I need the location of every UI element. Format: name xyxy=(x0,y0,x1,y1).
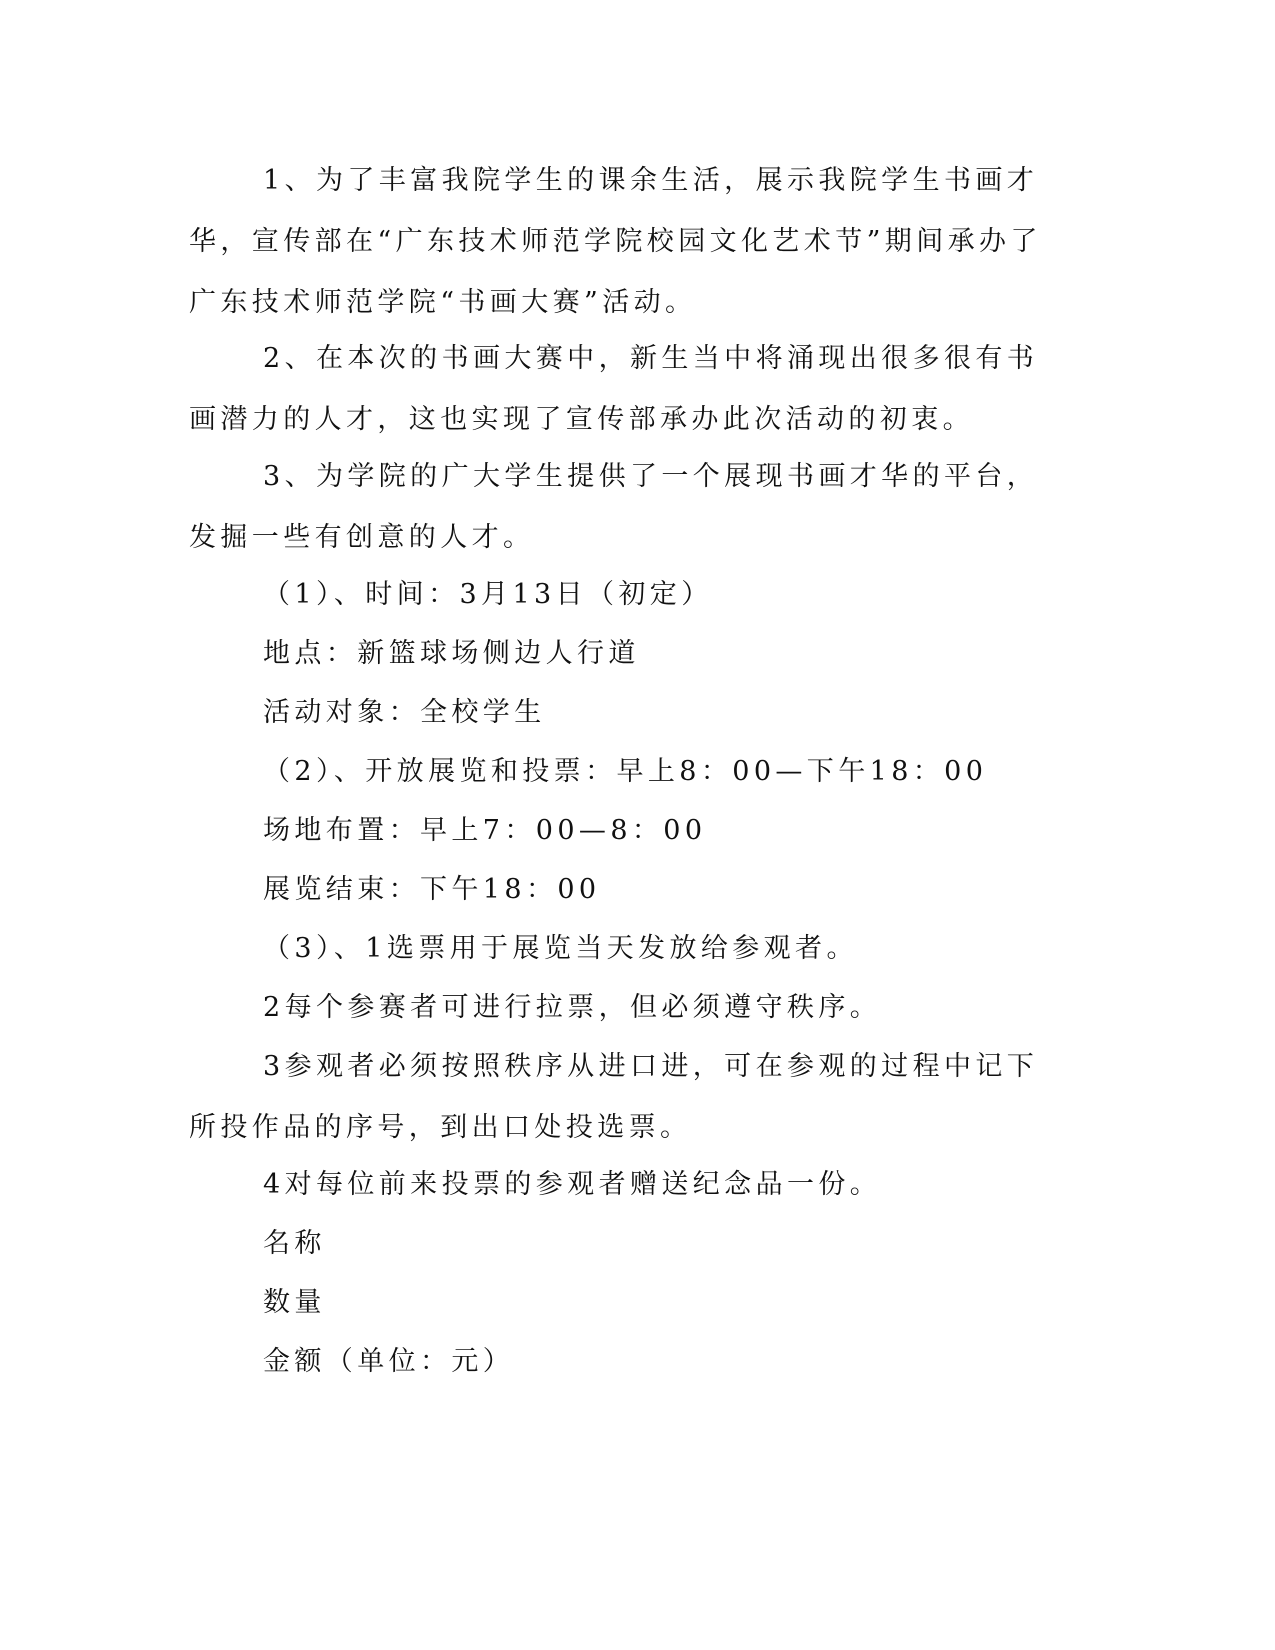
schedule-location: 地点：新篮球场侧边人行道 xyxy=(263,638,640,669)
budget-label-quantity: 数量 xyxy=(263,1287,326,1318)
paragraph-purpose-3: 3、为学院的广大学生提供了一个展现书画才华的平台，发掘一些有创意的人才。 xyxy=(189,461,1039,553)
paragraph-purpose-2: 2、在本次的书画大赛中，新生当中将涌现出很多很有书画潜力的人才，这也实现了宣传部承办此次活动的初衷。 xyxy=(189,343,1039,435)
schedule-time: （1）、时间：3月13日（初定） xyxy=(263,579,713,610)
rule-souvenir: 4对每位前来投票的参观者赠送纪念品一份。 xyxy=(263,1169,882,1200)
schedule-end-time: 展览结束：下午18：00 xyxy=(263,874,601,905)
rule-ballots: （3）、1选票用于展览当天发放给参观者。 xyxy=(263,933,858,964)
paragraph-purpose-1: 1、为了丰富我院学生的课余生活，展示我院学生书画才华，宣传部在“广东技术师范学院校园文化艺术节”期间承办了广东技术师范学院“书画大赛”活动。 xyxy=(189,165,1042,318)
schedule-setup-hours: 场地布置：早上7：00—8：00 xyxy=(263,815,707,846)
rule-canvassing: 2每个参赛者可进行拉票，但必须遵守秩序。 xyxy=(263,992,882,1023)
rule-visitors: 3参观者必须按照秩序从进口进，可在参观的过程中记下所投作品的序号，到出口处投选票。 xyxy=(189,1051,1039,1143)
budget-label-name: 名称 xyxy=(263,1228,326,1259)
budget-label-amount: 金额（单位：元） xyxy=(263,1346,515,1377)
schedule-audience: 活动对象：全校学生 xyxy=(263,697,546,728)
schedule-exhibition-hours: （2）、开放展览和投票：早上8：00—下午18：00 xyxy=(263,756,988,787)
